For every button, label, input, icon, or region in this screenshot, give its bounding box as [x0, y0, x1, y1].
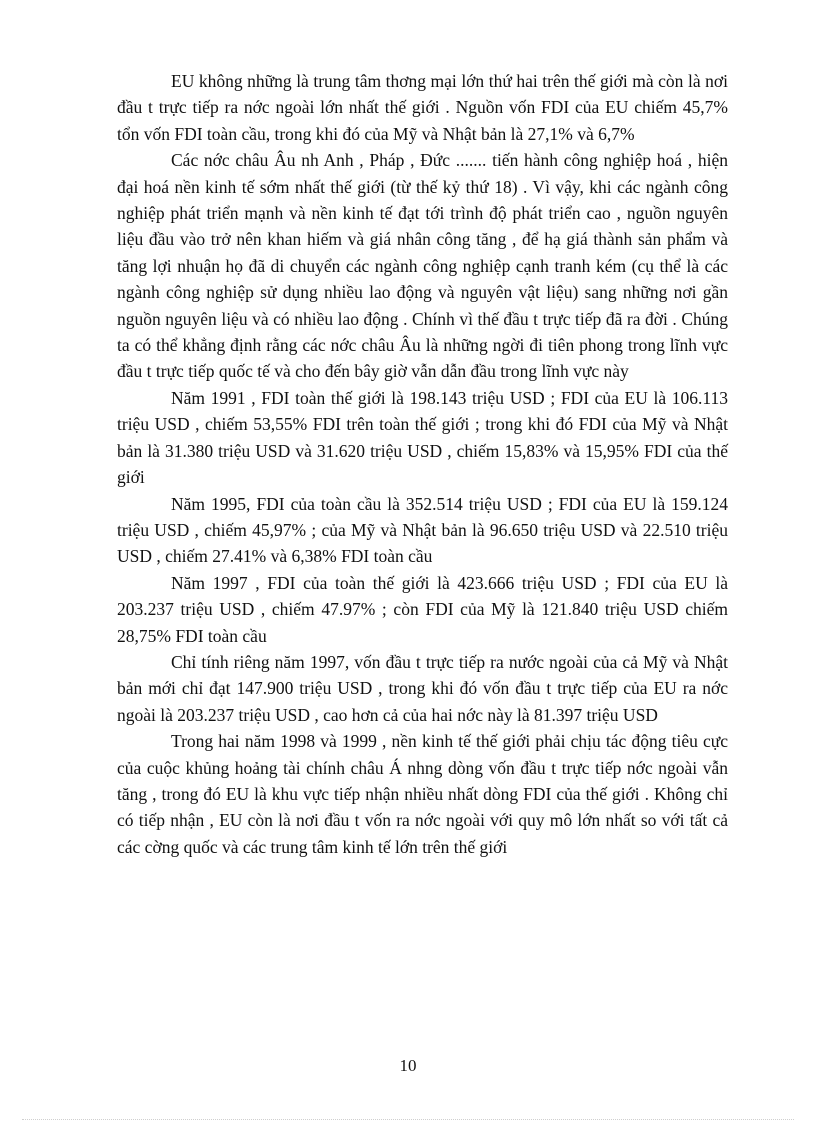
footer-divider: [22, 1119, 794, 1120]
paragraph-fdi-1997: Năm 1997 , FDI của toàn thế giới là 423.666 triệu USD ; FDI của EU là 203.237 triệu USD , chiếm 47.97% ; còn FDI của Mỹ là 121.840 triệu USD chiếm 28,75% FDI toàn cầu: [117, 572, 728, 646]
paragraph-outward-fdi-1997: Chỉ tính riêng năm 1997, vốn đầu t trực tiếp ra nước ngoài của cả Mỹ và Nhật bản mới chỉ đạt 147.900 triệu USD , trong khi đó vốn đầu t trực tiếp của EU ra nớc ngoài là 203.237 triệu USD , cao hơn cả của hai nớc này là 81.397 triệu USD: [117, 651, 728, 725]
paragraph-fdi-1991: Năm 1991 , FDI toàn thế giới là 198.143 triệu USD ; FDI của EU là 106.113 triệu USD , chiếm 53,55% FDI trên toàn thế giới ; trong khi đó FDI của Mỹ và Nhật bản là 31.380 triệu USD và 31.620 triệu USD , chiếm 15,83% và 15,95% FDI của thế giới: [117, 387, 728, 488]
body-text: [117, 68, 728, 860]
paragraph-fdi-1995: Năm 1995, FDI của toàn cầu là 352.514 triệu USD ; FDI của EU là 159.124 triệu USD , chiếm 45,97% ; của Mỹ và Nhật bản là 96.650 triệu USD và 22.510 triệu USD , chiếm 27.41% và 6,38% FDI toàn cầu: [117, 493, 728, 567]
paragraph-eu-trade-center: EU không những là trung tâm thơng mại lớn thứ hai trên thế giới mà còn là nơi đầu t trực tiếp ra nớc ngoài lớn nhất thế giới . Nguồn vốn FDI của EU chiếm 45,7% tổn vốn FDI toàn cầu, trong khi đó của Mỹ và Nhật bản là 27,1% và 6,7%: [117, 71, 728, 144]
paragraph-european-industrialization: Các nớc châu Âu nh Anh , Pháp , Đức ....... tiến hành công nghiệp hoá , hiện đại hoá nền kinh tế sớm nhất thế giới (từ thế kỷ thứ 18) . Vì vậy, khi các ngành công nghiệp phát triển mạnh và nền kinh tế đạt tới trình độ phát triển cao , nguồn nguyên liệu đầu vào trở nên khan hiếm và giá nhân công tăng , để hạ giá thành sản phẩm và tăng lợi nhuận họ đã di chuyển các ngành công nghiệp cạnh tranh kém (cụ thể là các ngành công nghiệp sử dụng nhiều lao động và nguyên vật liệu) sang những nơi gần nguồn nguyên liệu và có nhiều lao động . Chính vì thế đầu t trực tiếp đã ra đời . Chúng ta có thể khẳng định rằng các nớc châu Âu là những ngời đi tiên phong trong lĩnh vực đầu t trực tiếp quốc tế và cho đến bây giờ vẫn dẫn đầu trong lĩnh vực này: [117, 150, 728, 382]
page-number: 10: [399, 1056, 417, 1075]
paragraph-asian-crisis: Trong hai năm 1998 và 1999 , nền kinh tế thế giới phải chịu tác động tiêu cực của cuộc khủng hoảng tài chính châu Á nhng dòng vốn đầu t trực tiếp nớc ngoài vẫn tăng , trong đó EU là khu vực tiếp nhận nhiều nhất dòng FDI của thế giới . Không chỉ có tiếp nhận , EU còn là nơi đầu t vốn ra nớc ngoài với quy mô lớn nhất so với tất cả các cờng quốc và các trung tâm kinh tế lớn trên thế giới: [117, 731, 728, 857]
